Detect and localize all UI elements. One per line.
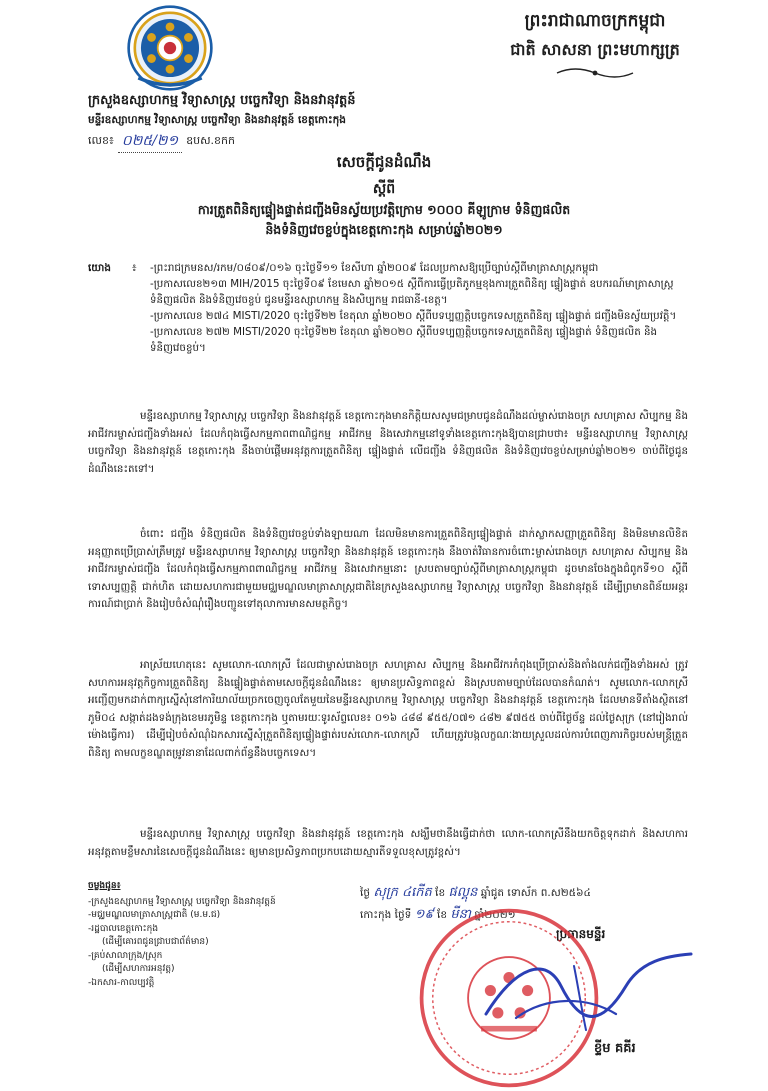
title-ornament-icon — [555, 67, 635, 79]
reference-number — [88, 131, 235, 153]
ref-label: លេខ៖ — [88, 134, 114, 147]
ministry-seal-icon — [126, 4, 214, 92]
solar-month-label: ខែ — [437, 909, 448, 921]
kingdom-name: ព្រះរាជាណាចក្រកម្ពុជា — [524, 11, 666, 31]
ref-number-handwritten: ០២៥/២១ — [118, 131, 182, 153]
ref-suffix: ឧបស.ខកក — [186, 134, 235, 147]
body-paragraph-2 — [88, 526, 688, 614]
body-paragraph-4 — [88, 826, 688, 861]
reference-item: -ព្រះរាជក្រមនស/រកម/០៨០៩/០១៦ ចុះថ្ងៃទី១១ ខែសីហា ឆ្នាំ២០០៩ ដែលប្រកាសឱ្យប្រើច្បាប់ស្តីពីមាត្រាសាស្ត្រកម្ពុជា — [150, 262, 599, 274]
lunar-suffix: ឆ្នាំជូត ទោស័ក ព.ស២៥៦៤ — [480, 887, 591, 899]
signer-role: ប្រធានមន្ទីរ — [556, 927, 606, 941]
references-list — [88, 260, 688, 356]
body-paragraph-1 — [88, 408, 688, 478]
lunar-month-label: ខែ — [435, 887, 446, 899]
paragraph-text: មន្ទីរឧស្សាហកម្ម វិទ្យាសាស្ត្រ បច្ចេកវិទ្យា និងនវានុវត្តន៍ ខេត្តកោះកុងមានកិត្តិយសសូមជម្រាបជូនដំណឹងដល់ម្ចាស់រោងចក្រ សហគ្រាស សិប្បកម្ម និងអាជីវករម្ចាស់ជញ្ជីងទាំងអស់ ដែលកំពុងធ្វើសកម្មភាពពាណិជ្ជកម្ម អាជីវកម្ម និងសេវាកម្មនៅទូទាំងខេត្តកោះកុងឱ្យបានជ្រាបថា៖ មន្ទីរឧស្សាហកម្ម វិទ្យាសាស្ត្រ បច្ចេកវិទ្យា និងនវានុវត្តន៍ ខេត្តកោះកុង នឹងចាប់ផ្តើមអនុវត្តការត្រួតពិនិត្យ ផ្ទៀងផ្ទាត់ លើជញ្ជីង ទំនិញផលិត និងទំនិញវេចខ្ចប់សម្រាប់ឆ្នាំ២០២១ ចាប់ពីថ្ងៃជូនដំណឹងនេះតទៅ។ — [88, 410, 688, 475]
lunar-prefix: ថ្ងៃ — [360, 887, 370, 899]
body-paragraph-3 — [88, 657, 688, 762]
paragraph-text: អាស្រ័យហេតុនេះ សូមលោក-លោកស្រី ដែលជាម្ចាស់រោងចក្រ សហគ្រាស សិប្បកម្ម និងអាជីវករកំពុងប្រើប្រាស់និងតាំងលក់ជញ្ជីងទាំងអស់ ត្រូវសហការអនុវត្តកិច្ចការត្រួតពិនិត្យ និងផ្ទៀងផ្ទាត់តាមសេចក្តីជូនដំណឹងនេះ ឲ្យមានប្រសិទ្ធភាពខ្ពស់ និងស្របតាមច្បាប់ដែលបានកំណត់។ សូមលោក-លោកស្រី អញ្ជើញមកដាក់ពាក្យស្នើសុំនៅការិយាល័យច្រកចេញចូលតែមួយនៃមន្ទីរឧស្សាហកម្ម វិទ្យាសាស្ត្រ បច្ចេកវិទ្យា និងនវានុវត្តន៍ ខេត្តកោះកុង ដែលមានទីតាំងស្ថិតនៅភូមិ០៤ សង្កាត់ដងទង់ក្រុងខេមរភូមិន្ទ ខេត្តកោះកុង ឬតាមរយៈទូរស័ព្ទលេខ៖ ០១៦ ៤៨៨ ៩៥៥/០៧១ ៤៨២ ៩៧៥៥ ចាប់ពីថ្ងៃច័ន្ទ ដល់ថ្ងៃសុក្រ (នៅរៀងរាល់ម៉ោងធ្វើការ) ដើម្បីរៀបចំសំណុំឯកសារស្នើសុំត្រួតពិនិត្យផ្ទៀងផ្ទាត់របស់លោក-លោកស្រី ហើយត្រូវបង្កលក្ខណៈងាយស្រួលដល់ការបំពេញភារកិច្ចរបស់មន្ត្រីត្រួតពិនិត្យ តាមលក្ខខណ្ឌតម្រូវនានាដែលពាក់ព័ន្ធនឹងបច្ចេកទេស។ — [88, 659, 688, 759]
recipient-note: (ដើម្បីសហការអនុវត្ត) — [102, 964, 175, 974]
issuer-block — [88, 92, 568, 129]
recipients-heading: ចម្លងជូន៖ — [88, 881, 121, 891]
kingdom-header — [470, 10, 720, 79]
solar-prefix: កោះកុង ថ្ងៃទី — [360, 909, 412, 921]
solar-month-handwritten: មីនា — [450, 907, 471, 922]
recipient-item: -ក្រសួងឧស្សាហកម្ម វិទ្យាសាស្ត្រ បច្ចេកវិទ្យា និងនវានុវត្តន៍ — [88, 896, 276, 907]
lunar-date — [360, 884, 700, 903]
recipient-item: -មជ្ឈមណ្ឌលមាត្រាសាស្ត្រជាតិ (ម.ម.ជ) — [88, 910, 221, 920]
references-section — [88, 260, 688, 356]
notice-title: សេចក្តីជូនដំណឹង — [336, 153, 432, 171]
reference-item: -ប្រកាសលេខ ២៧៤ MISTI/2020 ចុះថ្ងៃទី២២ ខែតុលា ឆ្នាំ២០២០ ស្តីពីបទប្បញ្ញត្តិបច្ចេកទេសត្រួតពិនិត្យ ផ្ទៀងផ្ទាត់ ជញ្ជីងមិនស្វ័យប្រវត្តិ។ — [150, 310, 677, 322]
notice-subject-label: ស្តីពី — [372, 181, 396, 197]
signer-name: ខ្ទីម គគីរ — [594, 1041, 636, 1056]
solar-suffix: ឆ្នាំ២០២១ — [474, 909, 516, 921]
paragraph-text: ចំពោះ ជញ្ជីង ទំនិញផលិត និងទំនិញវេចខ្ចប់ទាំងឡាយណា ដែលមិនមានការត្រួតពិនិត្យផ្ទៀងផ្ទាត់ ដាក់ស្លាកសញ្ញាត្រួតពិនិត្យ និងមិនមានលិខិតអនុញ្ញាតប្រើប្រាស់ត្រឹមត្រូវ មន្ទីរឧស្សាហកម្ម វិទ្យាសាស្ត្រ បច្ចេកវិទ្យា និងនវានុវត្តន៍ ខេត្តកោះកុង នឹងចាត់វិធានការចំពោះម្ចាស់រោងចក្រ សហគ្រាស សិប្បកម្ម និងអាជីវករម្ចាស់ជញ្ជីង ដែលកំពុងធ្វើសកម្មភាពពាណិជ្ជកម្ម អាជីវកម្ម និងសេវាកម្មនោះ ស្របតាមច្បាប់ស្តីពីមាត្រាសាស្ត្រកម្ពុជា ដូចមានចែងក្នុងជំពូកទី១០ ស្តីពីទោសប្បញ្ញត្តិ ជាក់ហិត ដោយសហការជាមួយមជ្ឈមណ្ឌលមាត្រាសាស្ត្រជាតិនៃក្រសួងឧស្សាហកម្ម វិទ្យាសាស្ត្រ បច្ចេកវិទ្យា និងនវានុវត្តន៍ ដើម្បីព្រមានពិន័យអន្តរការណ៍ជាប្រាក់ និងរៀបចំសំណុំរឿងបញ្ជូនទៅតុលាការមានសមត្ថកិច្ច។ — [88, 528, 688, 610]
recipient-item: -ឯកសារ-កាលប្បវត្តិ — [88, 977, 155, 988]
references-colon: ៖ — [132, 262, 137, 274]
lunar-day-handwritten: សុក្រ ៤កើត — [373, 885, 432, 900]
paragraph-text: មន្ទីរឧស្សាហកម្ម វិទ្យាសាស្ត្រ បច្ចេកវិទ្យា និងនវានុវត្តន៍ ខេត្តកោះកុង សង្ឃឹមថានឹងធ្វើជាក់ថា លោក-លោកស្រីនឹងយកចិត្តទុកដាក់ និងសហការអនុវត្តតាមខ្លឹមសារនៃសេចក្តីជូនដំណឹងនេះ ឲ្យមានប្រសិទ្ធភាពប្រកបដោយស្មារតីទទួលខុសត្រូវខ្ពស់។ — [88, 828, 688, 858]
recipient-item: -គ្រប់សាលាក្រុង/ស្រុក — [88, 950, 163, 961]
recipient-note: (ដើម្បីគោរពជូនជ្រាបជាព័ត៌មាន) — [102, 937, 209, 947]
recipient-item: -រដ្ឋបាលខេត្តកោះកុង — [88, 923, 159, 934]
copy-recipients — [88, 880, 338, 990]
lunar-month-handwritten: ផល្គុន — [448, 885, 478, 900]
references-label: យោង — [88, 262, 111, 274]
notice-subject-line-2: និងទំនិញវេចខ្ចប់ក្នុងខេត្តកោះកុង សម្រាប់ឆ្នាំ២០២១ — [265, 222, 503, 237]
signature-icon — [456, 926, 712, 1046]
reference-item: -ប្រកាសលេខ២១៣ MIH/2015 ចុះថ្ងៃទី០៩ ខែមេសា ឆ្នាំ២០១៥ ស្តីពីការធ្វើប្រតិភូកម្មខុងការត្រួតពិនិត្យ ផ្ទៀងផ្ទាត់ ឧបករណ៍មាត្រាសាស្ត្រ ទំនិញផលិត និងទំនិញវេចខ្ចប់ ជូនមន្ទីរឧស្សាហកម្ម និងសិប្បកម្ម រាជធានី-ខេត្ត។ — [150, 278, 674, 306]
reference-item: -ប្រកាសលេខ ២៧២ MISTI/2020 ចុះថ្ងៃទី២២ ខែតុលា ឆ្នាំ២០២០ ស្តីពីបទប្បញ្ញត្តិបច្ចេកទេសត្រួតពិនិត្យ ផ្ទៀងផ្ទាត់ ទំនិញផលិត និងទំនិញវេចខ្ចប់។ — [150, 326, 658, 354]
notice-subject-line-1: ការត្រួតពិនិត្យផ្ទៀងផ្ទាត់ជញ្ជីងមិនស្វ័យប្រវត្តិក្រោម ១០០០ គីឡូក្រាម ទំនិញផលិត — [197, 202, 571, 217]
national-motto: ជាតិ សាសនា ព្រះមហាក្សត្រ — [510, 40, 680, 59]
ministry-name: ក្រសួងឧស្សាហកម្ម វិទ្យាសាស្ត្រ បច្ចេកវិទ្យា និងនវានុវត្តន៍ — [88, 93, 356, 108]
department-name: មន្ទីរឧស្សាហកម្ម វិទ្យាសាស្ត្រ បច្ចេកវិទ្យា និងនវានុវត្តន៍ ខេត្តកោះកុង — [88, 114, 346, 126]
solar-day-handwritten: ១៩ — [414, 907, 434, 922]
